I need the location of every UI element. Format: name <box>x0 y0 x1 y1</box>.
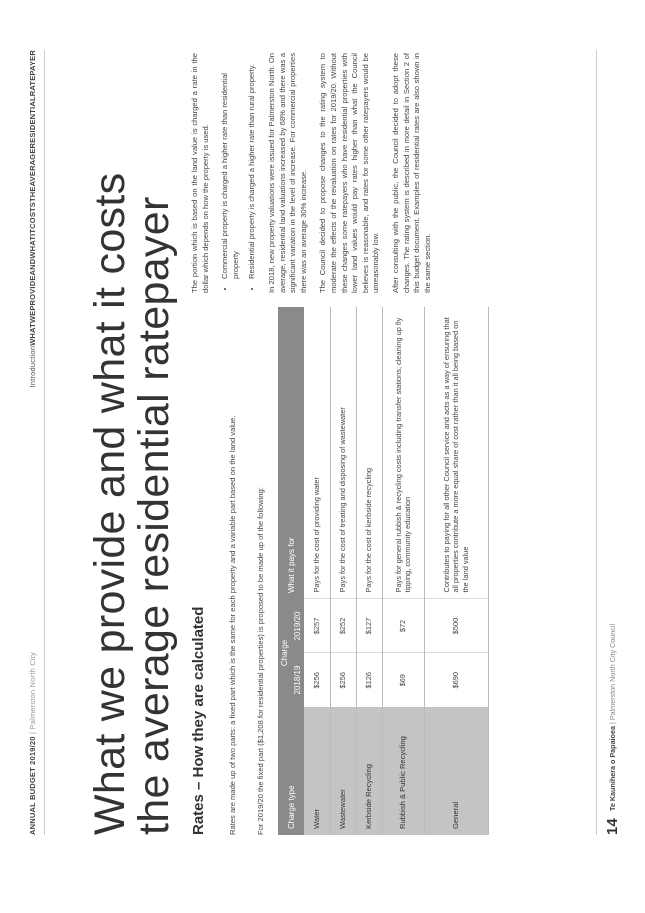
row-description: Pays for the cost of kerbside recycling <box>356 307 382 599</box>
header-charge: Charge <box>278 599 291 707</box>
header-council-name: Palmerston North City <box>28 652 37 730</box>
row-charge-type: General <box>424 707 488 835</box>
header-divider <box>44 50 45 835</box>
page-title: What we provide and what it costs the average residential ratepayer <box>86 172 178 835</box>
land-value-paragraph: The portion which is based on the land value is charged a rate in the dollar which depends on how the property is used. <box>190 53 210 293</box>
row-charge-2019-20: $127 <box>356 599 382 653</box>
table-row <box>304 307 330 835</box>
list-item: • Residential property is charged a higher rate than rural property. <box>247 53 258 279</box>
row-charge-2019-20: $500 <box>424 599 488 653</box>
footer-org <box>608 624 617 811</box>
row-charge-2018-19: $256 <box>304 653 330 707</box>
header-separator: | <box>28 731 37 735</box>
row-description: Contributes to paying for all other Council service and acts as a way of ensuring that all properties contribute a more equal share of cost rather than it all being based on the land value <box>424 307 488 599</box>
header-2019-20: 2019/20 <box>291 599 304 653</box>
table-row <box>424 307 488 835</box>
running-header <box>28 50 42 835</box>
footer-maori-name: Te Kaunihera o Papaioea <box>608 726 617 811</box>
page-footer <box>596 50 626 835</box>
table-row <box>330 307 356 835</box>
row-charge-type: Wastewater <box>330 707 356 835</box>
valuation-paragraph: In 2018, new property valuations were issued for Palmerston North. On average, residential land valuations increased by 68% and there was a significant variation in the level of increase. For commercial properties there was an average 30% increase. <box>266 53 308 293</box>
row-charge-2018-19: $69 <box>382 653 424 707</box>
header-left <box>28 652 37 835</box>
right-column <box>190 53 442 293</box>
page-number: 14 <box>604 818 621 835</box>
rates-table <box>278 307 489 835</box>
row-description: Pays for the cost of providing water <box>304 307 330 599</box>
header-topic: WHATWEPROVIDEANDWHATITCOSTSTHEAVERAGERESIDENTIALRATEPAYER <box>28 50 37 346</box>
row-charge-2019-20: $252 <box>330 599 356 653</box>
council-proposal-paragraph: The Council decided to propose changes to the rating system to moderate the effects of the revaluation on rates for 2019/20. Without these changes some ratepayers who have residential properties with lower land values would pay rates higher than what the Council believes is reasonable, and rates for some other ratepayers would be unreasonably low. <box>318 53 381 293</box>
header-2018-19: 2018/19 <box>291 653 304 707</box>
header-right <box>28 50 37 387</box>
row-charge-2018-19: $256 <box>330 653 356 707</box>
list-item: • Commercial property is charged a higher rate than residential property <box>220 53 241 279</box>
intro-paragraph-2: For 2019/20 the fixed part ($1,208 for residential properties) is proposed to be made up of the following: <box>256 487 265 835</box>
rate-differential-list <box>220 53 258 293</box>
row-charge-2019-20: $257 <box>304 599 330 653</box>
footer-separator: | <box>608 722 617 725</box>
row-charge-type: Kerbside Recycling <box>356 707 382 835</box>
row-charge-type: Rubbish & Public Recycling <box>382 707 424 835</box>
table-header-row <box>278 307 291 835</box>
intro-paragraph-1: Rates are made up of two parts: a fixed part which is the same for each property and a variable part based on the land value. <box>228 415 237 835</box>
row-charge-2018-19: $126 <box>356 653 382 707</box>
header-document-title: ANNUAL BUDGET 2019/20 <box>28 736 37 835</box>
header-section: Introduction <box>28 345 37 388</box>
header-what-it-pays-for: What it pays for <box>278 307 304 599</box>
row-charge-2019-20: $72 <box>382 599 424 653</box>
table-row <box>356 307 382 835</box>
footer-divider <box>596 50 597 835</box>
consultation-paragraph: After consulting with the public, the Council decided to adopt these changes. The rating system is described in more detail in Section 2 of this budget document. Examples of residential rates are also shown in the same section. <box>390 53 432 293</box>
row-charge-2018-19: $690 <box>424 653 488 707</box>
table-row <box>382 307 424 835</box>
header-charge-type: Charge type <box>278 707 304 835</box>
row-description: Pays for general rubbish & recycling costs including transfer stations, cleaning up fly tipping, community education <box>382 307 424 599</box>
section-subtitle: Rates – How they are calculated <box>190 606 207 835</box>
footer-council-name: Palmerston North City Council <box>608 623 617 721</box>
row-charge-type: Water <box>304 707 330 835</box>
row-description: Pays for the cost of treating and disposing of wastewater <box>330 307 356 599</box>
